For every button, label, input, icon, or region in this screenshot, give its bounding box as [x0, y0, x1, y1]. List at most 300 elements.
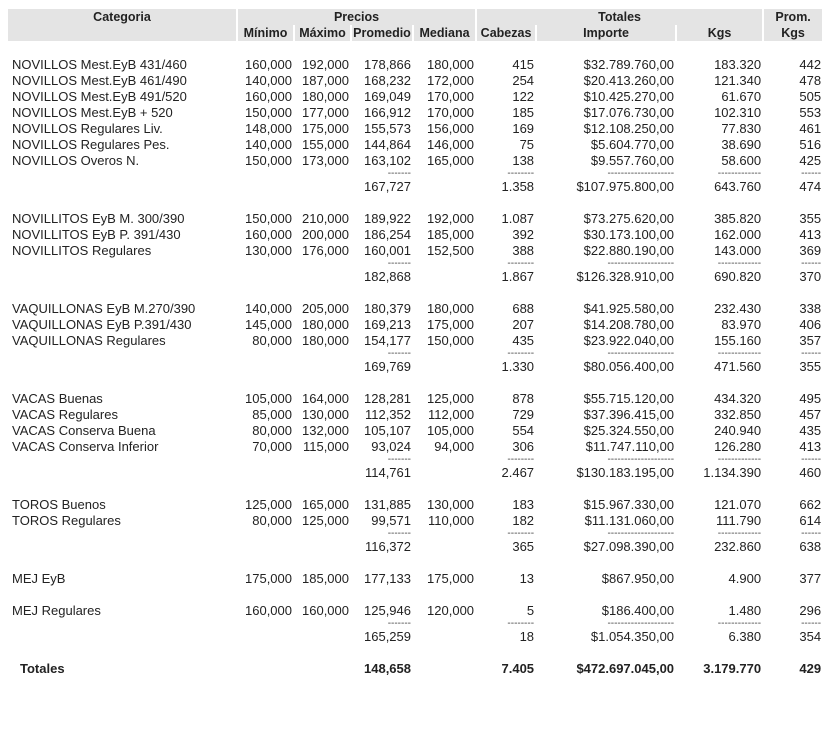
- row-prom-kgs: 377: [799, 571, 822, 586]
- row-cabezas: 392: [512, 227, 535, 242]
- row-prom-kgs: 357: [799, 333, 822, 348]
- subtotal-kgs: 1.134.390: [703, 465, 762, 480]
- dash-promedio: -------: [387, 618, 411, 629]
- table-row: [8, 423, 823, 439]
- row-maximo: 132,000: [302, 423, 349, 438]
- spacer-row: [8, 285, 823, 301]
- totals-kgs: 3.179.770: [703, 661, 762, 676]
- row-kgs: 1.480: [728, 603, 762, 618]
- header-blank: [8, 25, 237, 41]
- totals-prom: 429: [799, 661, 822, 676]
- row-minimo: 85,000: [252, 407, 292, 422]
- header-prom-kgs: Kgs: [763, 25, 823, 41]
- header-kgs: Kgs: [676, 25, 763, 41]
- row-prom-kgs: 413: [799, 439, 822, 454]
- row-cabezas: 122: [512, 89, 535, 104]
- subtotal-cabezas: 365: [512, 539, 535, 554]
- row-mediana: 146,000: [427, 137, 475, 152]
- totals-cabezas: 7.405: [501, 661, 535, 676]
- row-promedio: 163,102: [364, 153, 411, 168]
- row-maximo: 130,000: [302, 407, 349, 422]
- row-prom-kgs: 662: [799, 497, 822, 512]
- table-row: [8, 333, 823, 349]
- row-importe: $30.173.100,00: [583, 227, 675, 242]
- row-kgs: 83.970: [721, 317, 762, 332]
- row-categoria: NOVILLITOS EyB P. 391/430: [12, 227, 181, 242]
- row-kgs: 155.160: [714, 333, 762, 348]
- row-minimo: 160,000: [245, 227, 292, 242]
- subtotal-importe: $130.183.195,00: [576, 465, 675, 480]
- table-row: [8, 227, 823, 243]
- dash-promedio: -------: [387, 168, 411, 179]
- table-row: [8, 73, 823, 89]
- row-mediana: 150,000: [427, 333, 475, 348]
- subtotal-importe: $27.098.390,00: [583, 539, 675, 554]
- header-minimo: Mínimo: [237, 25, 294, 41]
- header-categoria: Categoria: [8, 9, 237, 25]
- row-maximo: 192,000: [302, 57, 349, 72]
- subtotal-kgs: 643.760: [714, 179, 762, 194]
- row-promedio: 186,254: [364, 227, 411, 242]
- row-cabezas: 554: [512, 423, 535, 438]
- subtotal-importe: $126.328.910,00: [576, 269, 675, 284]
- row-minimo: 80,000: [252, 423, 292, 438]
- row-minimo: 150,000: [245, 105, 292, 120]
- row-promedio: 169,049: [364, 89, 411, 104]
- row-importe: $14.208.780,00: [583, 317, 675, 332]
- row-maximo: 176,000: [302, 243, 349, 258]
- spacer-row: [8, 375, 823, 391]
- dash-importe: --------------------: [607, 258, 675, 269]
- row-prom-kgs: 553: [799, 105, 822, 120]
- table-row: [8, 153, 823, 169]
- dash-cabezas: --------: [507, 528, 535, 539]
- row-kgs: 77.830: [721, 121, 762, 136]
- row-mediana: 112,000: [428, 407, 475, 422]
- row-kgs: 111.790: [716, 513, 762, 528]
- dash-promedio: -------: [387, 454, 411, 465]
- row-categoria: VACAS Conserva Buena: [12, 423, 156, 438]
- row-prom-kgs: 614: [799, 513, 822, 528]
- row-minimo: 140,000: [245, 137, 292, 152]
- row-promedio: 168,232: [364, 73, 411, 88]
- dash-kgs: -------------: [717, 454, 762, 465]
- row-kgs: 38.690: [721, 137, 762, 152]
- table-row: [8, 137, 823, 153]
- row-maximo: 160,000: [302, 603, 349, 618]
- row-kgs: 126.280: [714, 439, 762, 454]
- row-maximo: 180,000: [302, 317, 349, 332]
- row-prom-kgs: 457: [799, 407, 822, 422]
- subtotal-kgs: 232.860: [714, 539, 762, 554]
- row-kgs: 58.600: [721, 153, 762, 168]
- row-mediana: 156,000: [427, 121, 475, 136]
- row-minimo: 125,000: [245, 497, 292, 512]
- row-prom-kgs: 461: [799, 121, 822, 136]
- market-summary-table: [8, 9, 824, 677]
- row-promedio: 144,864: [364, 137, 411, 152]
- row-cabezas: 183: [512, 497, 535, 512]
- row-maximo: 165,000: [302, 497, 349, 512]
- row-prom-kgs: 505: [799, 89, 822, 104]
- row-prom-kgs: 338: [799, 301, 822, 316]
- table-row: [8, 57, 823, 73]
- row-mediana: 170,000: [427, 89, 475, 104]
- subtotal-cabezas: 1.358: [501, 179, 535, 194]
- row-importe: $73.275.620,00: [583, 211, 675, 226]
- subtotal-promedio: 182,868: [364, 269, 411, 284]
- row-mediana: 192,000: [427, 211, 475, 226]
- subtotal-separator: [8, 455, 823, 465]
- header-mediana: Mediana: [413, 25, 476, 41]
- row-prom-kgs: 495: [799, 391, 822, 406]
- row-prom-kgs: 355: [799, 211, 822, 226]
- row-kgs: 102.310: [714, 105, 762, 120]
- row-kgs: 162.000: [714, 227, 762, 242]
- row-cabezas: 1.087: [501, 211, 535, 226]
- table-row: [8, 105, 823, 121]
- subtotal-importe: $80.056.400,00: [583, 359, 675, 374]
- row-kgs: 332.850: [714, 407, 762, 422]
- row-importe: $186.400,00: [601, 603, 675, 618]
- row-cabezas: 185: [512, 105, 535, 120]
- row-cabezas: 254: [512, 73, 535, 88]
- row-minimo: 80,000: [252, 513, 292, 528]
- row-mediana: 180,000: [427, 57, 475, 72]
- row-cabezas: 13: [519, 571, 535, 586]
- row-minimo: 145,000: [245, 317, 292, 332]
- row-kgs: 434.320: [714, 391, 762, 406]
- row-categoria: MEJ Regulares: [12, 603, 101, 618]
- row-promedio: 178,866: [364, 57, 411, 72]
- subtotal-promedio: 165,259: [364, 629, 411, 644]
- row-maximo: 173,000: [302, 153, 349, 168]
- row-cabezas: 388: [512, 243, 535, 258]
- row-maximo: 200,000: [302, 227, 349, 242]
- subtotal-cabezas: 18: [519, 629, 535, 644]
- dash-importe: --------------------: [607, 348, 675, 359]
- row-maximo: 205,000: [302, 301, 349, 316]
- row-categoria: NOVILLOS Regulares Pes.: [12, 137, 170, 152]
- row-promedio: 169,213: [364, 317, 411, 332]
- row-prom-kgs: 442: [799, 57, 822, 72]
- row-minimo: 150,000: [245, 211, 292, 226]
- subtotal-prom: 638: [799, 539, 822, 554]
- row-importe: $20.413.260,00: [583, 73, 675, 88]
- row-prom-kgs: 413: [799, 227, 822, 242]
- row-mediana: 94,000: [434, 439, 475, 454]
- row-maximo: 180,000: [302, 89, 349, 104]
- header-prom: Prom.: [763, 9, 823, 25]
- row-promedio: 105,107: [364, 423, 411, 438]
- table-body: [8, 41, 823, 677]
- subtotal-separator: [8, 349, 823, 359]
- dash-prom: ------: [801, 618, 822, 629]
- row-promedio: 189,922: [364, 211, 411, 226]
- dash-prom: ------: [801, 348, 822, 359]
- row-kgs: 183.320: [714, 57, 762, 72]
- row-cabezas: 688: [512, 301, 535, 316]
- subtotal-cabezas: 1.867: [501, 269, 535, 284]
- dash-cabezas: --------: [507, 168, 535, 179]
- row-minimo: 140,000: [245, 73, 292, 88]
- row-promedio: 128,281: [364, 391, 411, 406]
- totals-promedio: 148,658: [364, 661, 411, 676]
- row-importe: $15.967.330,00: [583, 497, 675, 512]
- row-maximo: 125,000: [302, 513, 349, 528]
- subtotal-separator: [8, 529, 823, 539]
- row-mediana: 152,500: [427, 243, 475, 258]
- row-minimo: 140,000: [245, 301, 292, 316]
- subtotal-row: [8, 629, 823, 645]
- row-categoria: VAQUILLONAS Regulares: [12, 333, 166, 348]
- row-cabezas: 182: [512, 513, 535, 528]
- row-importe: $11.131.060,00: [584, 513, 675, 528]
- row-mediana: 175,000: [427, 571, 475, 586]
- row-promedio: 125,946: [364, 603, 411, 618]
- row-maximo: 187,000: [302, 73, 349, 88]
- row-importe: $25.324.550,00: [583, 423, 675, 438]
- subtotal-promedio: 114,761: [364, 465, 411, 480]
- dash-importe: --------------------: [607, 454, 675, 465]
- row-cabezas: 306: [512, 439, 535, 454]
- table-row: [8, 243, 823, 259]
- totals-importe: $472.697.045,00: [576, 661, 675, 676]
- row-categoria: NOVILLOS Mest.EyB + 520: [12, 105, 173, 120]
- dash-prom: ------: [801, 168, 822, 179]
- row-cabezas: 878: [512, 391, 535, 406]
- dash-promedio: -------: [387, 258, 411, 269]
- row-categoria: TOROS Regulares: [12, 513, 121, 528]
- table-row: [8, 89, 823, 105]
- subtotal-row: [8, 359, 823, 375]
- table-row: [8, 391, 823, 407]
- row-maximo: 155,000: [302, 137, 349, 152]
- subtotal-promedio: 169,769: [364, 359, 411, 374]
- row-maximo: 115,000: [302, 439, 349, 454]
- row-categoria: VAQUILLONAS EyB M.270/390: [12, 301, 196, 316]
- dash-cabezas: --------: [507, 618, 535, 629]
- subtotal-kgs: 471.560: [714, 359, 762, 374]
- row-categoria: NOVILLOS Mest.EyB 461/490: [12, 73, 187, 88]
- subtotal-cabezas: 2.467: [501, 465, 535, 480]
- row-maximo: 164,000: [302, 391, 349, 406]
- dash-cabezas: --------: [507, 454, 535, 465]
- row-minimo: 148,000: [245, 121, 292, 136]
- row-cabezas: 75: [519, 137, 535, 152]
- header-cabezas: Cabezas: [476, 25, 536, 41]
- row-categoria: VAQUILLONAS EyB P.391/430: [12, 317, 192, 332]
- row-promedio: 131,885: [364, 497, 411, 512]
- row-categoria: NOVILLOS Regulares Liv.: [12, 121, 163, 136]
- subtotal-prom: 370: [799, 269, 822, 284]
- table-row: [8, 439, 823, 455]
- row-cabezas: 5: [526, 603, 535, 618]
- dash-kgs: -------------: [717, 528, 762, 539]
- row-minimo: 150,000: [245, 153, 292, 168]
- dash-kgs: -------------: [717, 348, 762, 359]
- table-row: [8, 317, 823, 333]
- spacer-row: [8, 41, 823, 57]
- row-prom-kgs: 296: [799, 603, 822, 618]
- row-categoria: MEJ EyB: [12, 571, 66, 586]
- row-promedio: 180,379: [364, 301, 411, 316]
- spacer-row: [8, 587, 823, 603]
- row-categoria: VACAS Buenas: [12, 391, 103, 406]
- row-minimo: 80,000: [252, 333, 292, 348]
- row-importe: $5.604.770,00: [590, 137, 675, 152]
- row-categoria: VACAS Regulares: [12, 407, 118, 422]
- row-mediana: 172,000: [427, 73, 475, 88]
- row-categoria: TOROS Buenos: [12, 497, 106, 512]
- dash-prom: ------: [801, 528, 822, 539]
- table-row: [8, 513, 823, 529]
- row-maximo: 180,000: [302, 333, 349, 348]
- header-precios: Precios: [237, 9, 476, 25]
- row-importe: $17.076.730,00: [583, 105, 675, 120]
- row-minimo: 105,000: [245, 391, 292, 406]
- dash-cabezas: --------: [507, 348, 535, 359]
- dash-importe: --------------------: [607, 168, 675, 179]
- row-cabezas: 207: [512, 317, 535, 332]
- dash-promedio: -------: [387, 528, 411, 539]
- row-mediana: 110,000: [428, 513, 475, 528]
- row-mediana: 165,000: [427, 153, 475, 168]
- subtotal-promedio: 167,727: [364, 179, 411, 194]
- row-maximo: 175,000: [302, 121, 349, 136]
- row-importe: $9.557.760,00: [590, 153, 675, 168]
- row-minimo: 160,000: [245, 603, 292, 618]
- row-kgs: 121.070: [714, 497, 762, 512]
- row-categoria: NOVILLOS Overos N.: [12, 153, 140, 168]
- subtotal-prom: 474: [799, 179, 822, 194]
- spacer-row: [8, 645, 823, 661]
- dash-kgs: -------------: [717, 168, 762, 179]
- row-prom-kgs: 478: [799, 73, 822, 88]
- row-cabezas: 169: [512, 121, 535, 136]
- row-prom-kgs: 435: [799, 423, 822, 438]
- subtotal-separator: [8, 259, 823, 269]
- row-kgs: 61.670: [721, 89, 762, 104]
- row-categoria: NOVILLITOS Regulares: [12, 243, 152, 258]
- header-importe: Importe: [536, 25, 676, 41]
- row-importe: $11.747.110,00: [585, 439, 675, 454]
- row-promedio: 160,001: [364, 243, 411, 258]
- row-prom-kgs: 425: [799, 153, 822, 168]
- table-row: [8, 571, 823, 587]
- row-categoria: VACAS Conserva Inferior: [12, 439, 159, 454]
- row-kgs: 240.940: [714, 423, 762, 438]
- table-row: [8, 211, 823, 227]
- row-promedio: 166,912: [364, 105, 411, 120]
- row-kgs: 232.430: [714, 301, 762, 316]
- header-totales: Totales: [476, 9, 763, 25]
- dash-importe: --------------------: [607, 618, 675, 629]
- table-row: [8, 301, 823, 317]
- row-kgs: 4.900: [728, 571, 762, 586]
- row-prom-kgs: 369: [799, 243, 822, 258]
- table-row: [8, 497, 823, 513]
- subtotal-separator: [8, 619, 823, 629]
- table-row: [8, 603, 823, 619]
- row-mediana: 175,000: [427, 317, 475, 332]
- row-maximo: 185,000: [302, 571, 349, 586]
- subtotal-prom: 460: [799, 465, 822, 480]
- row-importe: $12.108.250,00: [583, 121, 675, 136]
- dash-prom: ------: [801, 258, 822, 269]
- dash-kgs: -------------: [717, 618, 762, 629]
- row-minimo: 70,000: [252, 439, 292, 454]
- row-mediana: 105,000: [427, 423, 475, 438]
- row-minimo: 130,000: [245, 243, 292, 258]
- subtotal-row: [8, 269, 823, 285]
- row-maximo: 210,000: [302, 211, 349, 226]
- subtotal-row: [8, 179, 823, 195]
- dash-promedio: -------: [387, 348, 411, 359]
- row-mediana: 130,000: [427, 497, 475, 512]
- table-header: [8, 9, 823, 41]
- row-importe: $10.425.270,00: [583, 89, 675, 104]
- row-mediana: 180,000: [427, 301, 475, 316]
- row-categoria: NOVILLOS Mest.EyB 491/520: [12, 89, 187, 104]
- row-maximo: 177,000: [302, 105, 349, 120]
- row-importe: $37.396.415,00: [583, 407, 675, 422]
- row-promedio: 177,133: [364, 571, 411, 586]
- subtotal-importe: $1.054.350,00: [590, 629, 675, 644]
- header-maximo: Máximo: [294, 25, 351, 41]
- header-promedio: Promedio: [351, 25, 413, 41]
- row-minimo: 160,000: [245, 89, 292, 104]
- subtotal-kgs: 690.820: [714, 269, 762, 284]
- row-prom-kgs: 516: [799, 137, 822, 152]
- subtotal-prom: 355: [799, 359, 822, 374]
- table-row: [8, 407, 823, 423]
- row-prom-kgs: 406: [799, 317, 822, 332]
- row-categoria: NOVILLITOS EyB M. 300/390: [12, 211, 185, 226]
- spacer-row: [8, 195, 823, 211]
- dash-kgs: -------------: [717, 258, 762, 269]
- totals-row: [8, 661, 823, 677]
- subtotal-prom: 354: [799, 629, 822, 644]
- row-mediana: 185,000: [427, 227, 475, 242]
- dash-cabezas: --------: [507, 258, 535, 269]
- subtotal-cabezas: 1.330: [501, 359, 535, 374]
- row-cabezas: 138: [512, 153, 535, 168]
- subtotal-kgs: 6.380: [728, 629, 762, 644]
- row-importe: $55.715.120,00: [583, 391, 675, 406]
- row-promedio: 99,571: [371, 513, 411, 528]
- subtotal-separator: [8, 169, 823, 179]
- row-promedio: 112,352: [364, 407, 411, 422]
- row-kgs: 385.820: [714, 211, 762, 226]
- row-cabezas: 435: [512, 333, 535, 348]
- row-mediana: 125,000: [427, 391, 475, 406]
- row-promedio: 93,024: [371, 439, 411, 454]
- row-kgs: 143.000: [714, 243, 762, 258]
- subtotal-row: [8, 465, 823, 481]
- row-cabezas: 729: [512, 407, 535, 422]
- table-row: [8, 121, 823, 137]
- row-minimo: 160,000: [245, 57, 292, 72]
- row-kgs: 121.340: [714, 73, 762, 88]
- row-importe: $23.922.040,00: [583, 333, 675, 348]
- row-mediana: 170,000: [427, 105, 475, 120]
- row-importe: $32.789.760,00: [583, 57, 675, 72]
- dash-importe: --------------------: [607, 528, 675, 539]
- row-promedio: 155,573: [364, 121, 411, 136]
- row-promedio: 154,177: [364, 333, 411, 348]
- row-minimo: 175,000: [245, 571, 292, 586]
